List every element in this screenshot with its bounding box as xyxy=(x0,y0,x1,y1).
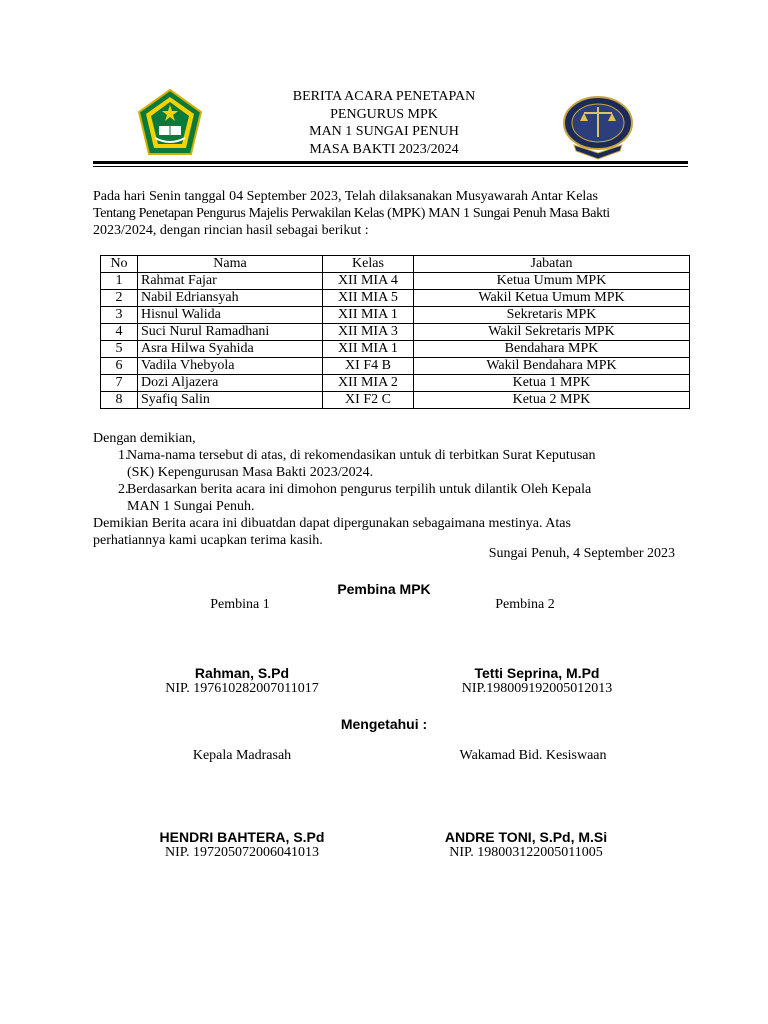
cell-no: 3 xyxy=(101,307,138,324)
list-text: Nama-nama tersebut di atas, di rekomendasikan untuk di terbitkan Surat Keputusan xyxy=(127,448,596,463)
cell-no: 1 xyxy=(101,273,138,290)
table-row xyxy=(101,273,690,290)
pembina-heading: Pembina MPK xyxy=(337,581,431,597)
kepala-madrasah-nip: NIP. 197205072006041013 xyxy=(164,845,319,860)
kemenag-logo xyxy=(137,88,203,158)
document-title xyxy=(200,88,568,158)
table-row xyxy=(101,392,690,409)
cell-kelas: XII MIA 1 xyxy=(323,307,414,324)
cell-kelas: XI F2 C xyxy=(323,392,414,409)
wakamad-nip: NIP. 198003122005011005 xyxy=(449,845,603,860)
pembina-2-nip: NIP.198009192005012013 xyxy=(461,681,613,696)
cell-no: 5 xyxy=(101,341,138,358)
table-row xyxy=(101,375,690,392)
header-rule-thin xyxy=(93,166,688,167)
cell-nama: Suci Nurul Ramadhani xyxy=(138,324,323,341)
cell-jabatan: Bendahara MPK xyxy=(414,341,690,358)
title-line-2: PENGURUS MPK xyxy=(330,106,438,122)
mengetahui-heading: Mengetahui : xyxy=(340,716,428,732)
table-row xyxy=(101,358,690,375)
cell-nama: Vadila Vhebyola xyxy=(138,358,323,375)
cell-no: 7 xyxy=(101,375,138,392)
cell-kelas: XII MIA 5 xyxy=(323,290,414,307)
cell-jabatan: Ketua 1 MPK xyxy=(414,375,690,392)
list-text-continued: MAN 1 Sungai Penuh. xyxy=(127,499,255,514)
table-row xyxy=(101,341,690,358)
header-jabatan: Jabatan xyxy=(414,256,690,273)
final-line-2: perhatiannya kami ucapkan terima kasih. xyxy=(93,533,323,548)
title-line-4: MASA BAKTI 2023/2024 xyxy=(309,141,459,157)
intro-line-1: Pada hari Senin tanggal 04 September 2023, Telah dilaksanakan Musyawarah Antar Kelas xyxy=(93,189,598,204)
list-text: Berdasarkan berita acara ini dimohon pengurus terpilih untuk dilantik Oleh Kepala xyxy=(127,482,592,497)
pembina-1-name: Rahman, S.Pd xyxy=(194,665,290,681)
cell-nama: Dozi Aljazera xyxy=(138,375,323,392)
intro-paragraph xyxy=(93,188,693,239)
list-item xyxy=(93,481,713,498)
mpk-emblem-icon xyxy=(560,91,636,161)
cell-no: 2 xyxy=(101,290,138,307)
pengurus-table xyxy=(100,255,690,409)
signing-date: Sungai Penuh, 4 September 2023 xyxy=(488,546,675,561)
wakamad-name: ANDRE TONI, S.Pd, M.Si xyxy=(444,829,608,845)
pembina-2-label: Pembina 2 xyxy=(495,597,555,612)
cell-jabatan: Ketua Umum MPK xyxy=(414,273,690,290)
cell-kelas: XII MIA 1 xyxy=(323,341,414,358)
cell-kelas: XII MIA 4 xyxy=(323,273,414,290)
wakamad-label: Wakamad Bid. Kesiswaan xyxy=(459,748,607,763)
cell-jabatan: Ketua 2 MPK xyxy=(414,392,690,409)
intro-line-2: Tentang Penetapan Pengurus Majelis Perwakilan Kelas (MPK) MAN 1 Sungai Penuh Masa Bakti xyxy=(93,206,610,221)
closing-section xyxy=(93,430,713,549)
cell-jabatan: Sekretaris MPK xyxy=(414,307,690,324)
cell-nama: Hisnul Walida xyxy=(138,307,323,324)
cell-kelas: XII MIA 2 xyxy=(323,375,414,392)
header-kelas: Kelas xyxy=(323,256,414,273)
header-rule-thick xyxy=(93,161,688,164)
title-line-3: MAN 1 SUNGAI PENUH xyxy=(309,124,459,139)
cell-no: 8 xyxy=(101,392,138,409)
cell-nama: Nabil Edriansyah xyxy=(138,290,323,307)
mpk-logo xyxy=(560,91,636,161)
pembina-1-label: Pembina 1 xyxy=(210,597,270,612)
cell-nama: Asra Hilwa Syahida xyxy=(138,341,323,358)
kepala-madrasah-label: Kepala Madrasah xyxy=(192,748,292,763)
cell-jabatan: Wakil Ketua Umum MPK xyxy=(414,290,690,307)
list-number: 1. xyxy=(118,448,129,463)
cell-kelas: XI F4 B xyxy=(323,358,414,375)
table-row xyxy=(101,324,690,341)
pembina-2-name: Tetti Seprina, M.Pd xyxy=(474,665,600,681)
cell-jabatan: Wakil Sekretaris MPK xyxy=(414,324,690,341)
table-header-row xyxy=(101,256,690,273)
kepala-madrasah-name: HENDRI BAHTERA, S.Pd xyxy=(159,829,325,845)
cell-no: 4 xyxy=(101,324,138,341)
closing-opening: Dengan demikian, xyxy=(93,431,196,446)
cell-jabatan: Wakil Bendahara MPK xyxy=(414,358,690,375)
header-no: No xyxy=(101,256,138,273)
header-nama: Nama xyxy=(138,256,323,273)
pembina-1-nip: NIP. 197610282007011017 xyxy=(165,681,319,696)
intro-line-3: 2023/2024, dengan rincian hasil sebagai berikut : xyxy=(93,223,369,238)
kemenag-emblem-icon xyxy=(137,88,203,158)
cell-kelas: XII MIA 3 xyxy=(323,324,414,341)
final-line-1: Demikian Berita acara ini dibuatdan dapat dipergunakan sebagaimana mestinya. Atas xyxy=(93,516,571,531)
table-row xyxy=(101,307,690,324)
list-item xyxy=(93,447,713,464)
table-row xyxy=(101,290,690,307)
list-number: 2. xyxy=(118,482,129,497)
cell-nama: Rahmat Fajar xyxy=(138,273,323,290)
cell-no: 6 xyxy=(101,358,138,375)
cell-nama: Syafiq Salin xyxy=(138,392,323,409)
list-text-continued: (SK) Kepengurusan Masa Bakti 2023/2024. xyxy=(127,465,374,480)
title-line-1: BERITA ACARA PENETAPAN xyxy=(292,89,476,104)
